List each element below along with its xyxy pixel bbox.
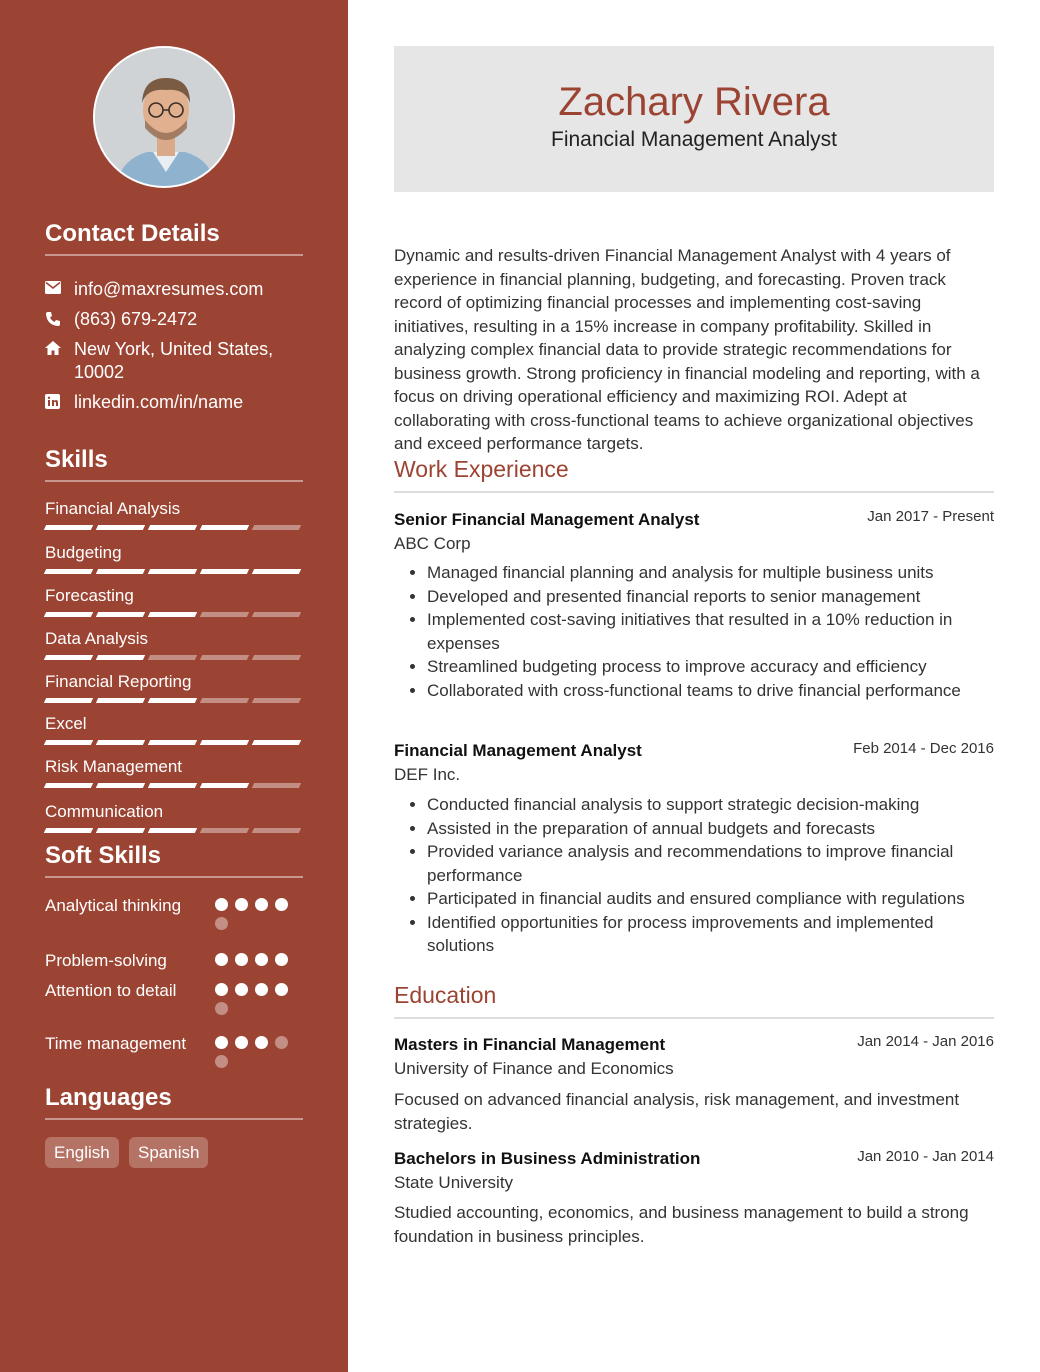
soft-skill-rating <box>210 979 290 1015</box>
envelope-icon <box>45 278 74 301</box>
summary-paragraph: Dynamic and results-driven Financial Management Analyst with 4 years of experience in financial planning, budgeting, and forecasting. Proven track record of optimizing financial processes and implementing cost-saving initiatives, resulting in a 15% increase in company profitability. Skilled in analyzing complex financial data to provide strategic recommendations for business growth. Strong proficiency in financial modeling and reporting, with a focus on driving operational efficiency and maximizing ROI. Adept at collaborating with cross-functional teams to achieve organizational objectives and exceed performance targets. <box>394 246 980 453</box>
skill-level-segment <box>252 740 301 745</box>
sidebar <box>0 0 348 1372</box>
skill-level-segment <box>200 655 249 660</box>
skill-level-segment <box>252 783 301 788</box>
skill-level-segment <box>200 828 249 833</box>
skill-level-segment <box>44 828 93 833</box>
skill-level-bar <box>45 569 303 574</box>
rating-dot <box>255 983 268 996</box>
candidate-name: Zachary Rivera <box>558 80 830 124</box>
email-text: info@maxresumes.com <box>74 279 264 299</box>
rating-dot <box>215 917 228 930</box>
job-title: Senior Financial Management Analyst <box>394 510 700 529</box>
skill-level-segment <box>96 569 145 574</box>
skill-level-bar <box>45 525 303 530</box>
list-item: Implemented cost-saving initiatives that resulted in a 10% reduction in expenses <box>410 608 994 655</box>
list-item: Collaborated with cross-functional teams to drive financial performance <box>410 679 994 703</box>
skill-level-segment <box>148 655 197 660</box>
rating-dot <box>255 953 268 966</box>
rating-dot <box>275 1036 288 1049</box>
soft-skill-rating <box>210 949 290 972</box>
rating-dot <box>235 983 248 996</box>
skill-level-segment <box>148 569 197 574</box>
skill-level-segment <box>44 655 93 660</box>
degree-dates: Jan 2010 - Jan 2014 <box>857 1148 994 1165</box>
skill-level-segment <box>200 740 249 745</box>
skill-level-segment <box>44 783 93 788</box>
skill-level-segment <box>44 698 93 703</box>
skill-level-segment <box>252 569 301 574</box>
skill-name: Financial Analysis <box>45 499 181 518</box>
rating-dot <box>215 983 228 996</box>
list-item: Assisted in the preparation of annual budgets and forecasts <box>410 817 994 841</box>
skill-level-segment <box>96 740 145 745</box>
list-item: Participated in financial audits and ensured compliance with regulations <box>410 887 994 911</box>
profile-photo <box>93 46 235 188</box>
skill-level-segment <box>200 525 249 530</box>
skill-name: Communication <box>45 802 164 821</box>
degree-title: Masters in Financial Management <box>394 1035 666 1054</box>
job-dates: Feb 2014 - Dec 2016 <box>853 740 994 757</box>
school-name: State University <box>394 1173 514 1192</box>
list-item: Provided variance analysis and recommendations to improve financial performance <box>410 840 994 887</box>
rating-dot <box>235 1036 248 1049</box>
job-company: ABC Corp <box>394 534 471 553</box>
school-name: University of Finance and Economics <box>394 1059 674 1078</box>
phone-text: (863) 679-2472 <box>74 309 198 329</box>
skill-level-bar <box>45 783 303 788</box>
job-company: DEF Inc. <box>394 765 461 784</box>
job-dates: Jan 2017 - Present <box>867 508 994 525</box>
skill-level-bar <box>45 828 303 833</box>
contact-phone[interactable] <box>45 308 303 331</box>
skill-name: Data Analysis <box>45 629 148 648</box>
skill-level-segment <box>44 569 93 574</box>
skill-name: Excel <box>45 714 87 733</box>
skill-level-segment <box>96 828 145 833</box>
rating-dot <box>255 898 268 911</box>
languages-heading: Languages <box>45 1084 303 1120</box>
skill-level-segment <box>44 525 93 530</box>
home-icon <box>45 338 74 384</box>
soft-skills-heading: Soft Skills <box>45 842 303 878</box>
list-item: Conducted financial analysis to support strategic decision-making <box>410 793 994 817</box>
list-item: Streamlined budgeting process to improve accuracy and efficiency <box>410 655 994 679</box>
skill-level-segment <box>96 655 145 660</box>
header-banner <box>394 46 994 192</box>
rating-dot <box>275 983 288 996</box>
skill-item <box>45 757 303 788</box>
degree-dates: Jan 2014 - Jan 2016 <box>857 1033 994 1050</box>
rating-dot <box>215 953 228 966</box>
language-tag: English <box>45 1137 119 1168</box>
list-item: Developed and presented financial reports to senior management <box>410 585 994 609</box>
skill-level-bar <box>45 655 303 660</box>
soft-skill-item <box>45 894 303 930</box>
job-bullets <box>410 561 994 702</box>
skill-level-segment <box>200 783 249 788</box>
skill-level-segment <box>148 740 197 745</box>
job-bullets <box>410 793 994 958</box>
skill-item <box>45 543 303 574</box>
skill-item <box>45 672 303 703</box>
skill-level-segment <box>252 612 301 617</box>
soft-skill-item <box>45 979 303 1015</box>
skills-heading: Skills <box>45 446 303 482</box>
degree-description: Studied accounting, economics, and business management to build a strong foundation in business principles. <box>394 1203 969 1246</box>
skill-level-bar <box>45 698 303 703</box>
skill-level-segment <box>148 828 197 833</box>
candidate-title: Financial Management Analyst <box>551 128 837 151</box>
rating-dot <box>215 1036 228 1049</box>
degree-title: Bachelors in Business Administration <box>394 1149 701 1168</box>
skill-level-segment <box>252 698 301 703</box>
skill-name: Budgeting <box>45 543 122 562</box>
degree-description: Focused on advanced financial analysis, risk management, and investment strategies. <box>394 1090 960 1133</box>
soft-skill-name: Attention to detail <box>45 981 177 1000</box>
linkedin-text: linkedin.com/in/name <box>74 392 244 412</box>
skill-item <box>45 499 303 530</box>
phone-icon <box>45 308 74 331</box>
skill-level-segment <box>96 525 145 530</box>
soft-skill-rating <box>210 894 290 930</box>
list-item: Managed financial planning and analysis for multiple business units <box>410 561 994 585</box>
soft-skill-name: Problem-solving <box>45 951 167 970</box>
contact-email[interactable] <box>45 278 303 301</box>
skill-name: Forecasting <box>45 586 134 605</box>
skill-level-segment <box>148 698 197 703</box>
rating-dot <box>255 1036 268 1049</box>
skill-level-bar <box>45 740 303 745</box>
skill-level-segment <box>44 740 93 745</box>
contact-heading: Contact Details <box>45 220 303 256</box>
contact-linkedin[interactable] <box>45 391 303 414</box>
skill-level-segment <box>96 612 145 617</box>
soft-skill-item <box>45 1032 303 1068</box>
skill-level-segment <box>200 698 249 703</box>
language-tag: Spanish <box>129 1137 208 1168</box>
soft-skill-name: Time management <box>45 1034 187 1053</box>
skill-level-segment <box>200 612 249 617</box>
rating-dot <box>275 898 288 911</box>
skill-level-segment <box>200 569 249 574</box>
skill-level-segment <box>148 525 197 530</box>
skill-item <box>45 629 303 660</box>
rating-dot <box>215 898 228 911</box>
list-item: Identified opportunities for process improvements and implemented solutions <box>410 911 994 958</box>
skill-level-segment <box>252 828 301 833</box>
skill-level-segment <box>96 698 145 703</box>
skill-name: Risk Management <box>45 757 183 776</box>
skill-level-segment <box>252 655 301 660</box>
rating-dot <box>215 1055 228 1068</box>
education-heading: Education <box>394 982 994 1019</box>
job-title: Financial Management Analyst <box>394 741 642 760</box>
linkedin-icon <box>45 391 74 414</box>
skill-item <box>45 802 303 833</box>
skill-name: Financial Reporting <box>45 672 192 691</box>
skill-level-segment <box>96 783 145 788</box>
rating-dot <box>275 953 288 966</box>
contact-address <box>45 338 303 384</box>
skill-level-bar <box>45 612 303 617</box>
soft-skill-rating <box>210 1032 290 1068</box>
skill-level-segment <box>148 612 197 617</box>
rating-dot <box>235 898 248 911</box>
skill-item <box>45 586 303 617</box>
address-text: New York, United States, 10002 <box>74 339 274 382</box>
soft-skill-name: Analytical thinking <box>45 896 182 915</box>
skill-level-segment <box>148 783 197 788</box>
work-experience-heading: Work Experience <box>394 456 994 493</box>
skill-level-segment <box>44 612 93 617</box>
rating-dot <box>235 953 248 966</box>
rating-dot <box>215 1002 228 1015</box>
skill-item <box>45 714 303 745</box>
skill-level-segment <box>252 525 301 530</box>
soft-skill-item <box>45 949 303 972</box>
